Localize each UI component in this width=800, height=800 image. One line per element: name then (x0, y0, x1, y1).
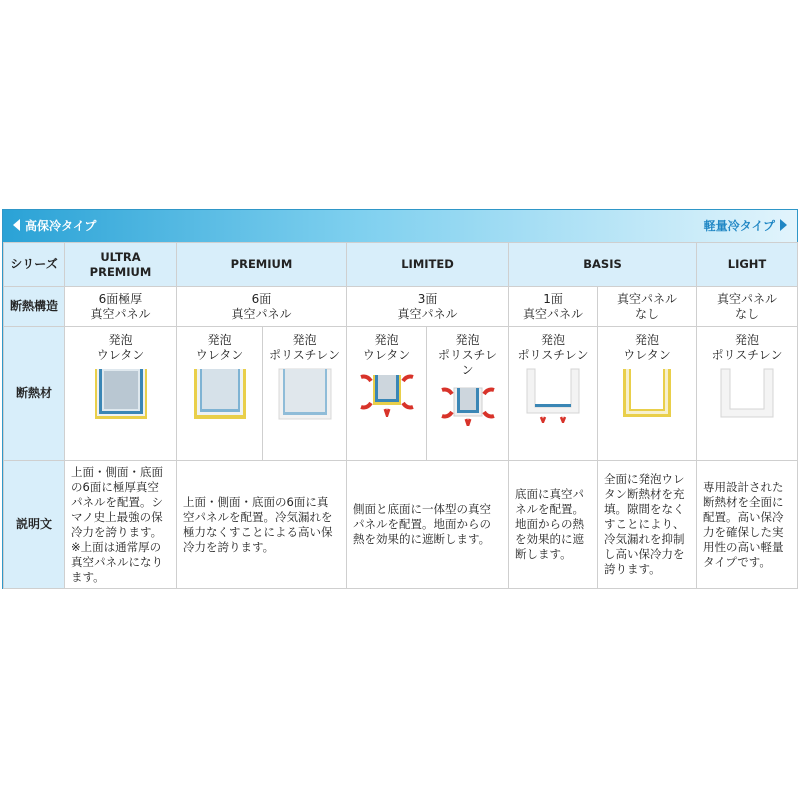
polystyrene-box-icon (275, 367, 335, 423)
description-ultra (65, 461, 177, 589)
text-line: 発泡 (374, 333, 399, 347)
text-line: パネルを配置。シ (71, 494, 163, 509)
urethane-box-icon (190, 367, 250, 423)
material-premium-a (177, 327, 263, 461)
text-line: ウレタン (195, 348, 244, 362)
text-line: ネルを配置。 (515, 502, 585, 516)
structure-row (4, 287, 798, 327)
heat-block-icon-2 (438, 382, 498, 426)
text-line: 真空パネルになり (71, 554, 163, 569)
row-header-structure: 断熱構造 (4, 287, 65, 327)
text-line: 上面・側面・底面の6面に真 (183, 494, 329, 509)
text-line: タイプです。 (703, 554, 771, 569)
material-basis-a (509, 327, 598, 461)
text-line: 填。隙間をなく (604, 502, 685, 516)
structure-ultra (65, 287, 177, 327)
text-line: 3面 (417, 291, 438, 306)
description-light (697, 461, 798, 589)
lightweight-label[interactable] (704, 218, 787, 234)
description-row (4, 461, 798, 589)
description-basis-a (509, 461, 598, 589)
text-line: 冷力を誇ります。 (183, 539, 275, 554)
text-line: ウレタン (623, 348, 671, 362)
text-line: 地面からの熱 (515, 517, 585, 531)
text-line: 真空パネル (523, 306, 584, 321)
bottom-panel-box-icon (521, 367, 585, 423)
text-line: ULTRA (100, 249, 141, 264)
text-line: 冷気漏れを抑制 (604, 532, 685, 546)
text-line: 力を確保した実 (703, 524, 784, 539)
text-line: 用性の高い軽量 (703, 539, 784, 554)
text-line: なし (735, 306, 760, 321)
text-line: マノ史上最強の保 (71, 509, 163, 524)
row-header-material: 断熱材 (4, 327, 65, 461)
text-line: ポリスチレン (711, 348, 783, 362)
series-basis: BASIS (509, 243, 697, 287)
text-line: 1面 (543, 291, 563, 306)
polystyrene-open-box-icon (717, 367, 777, 423)
text-line: 発泡 (735, 333, 760, 347)
structure-basis-a (509, 287, 598, 327)
text-line: 高保冷タイプ (25, 219, 97, 233)
text-line: 発泡 (455, 333, 480, 347)
text-line: 専用設計された (703, 479, 784, 494)
text-line: 真空パネル (717, 291, 778, 306)
text-line: 断します。 (515, 547, 572, 561)
text-line: 発泡 (635, 333, 660, 347)
text-line: 真空パネル (617, 291, 678, 306)
comparison-table (3, 242, 798, 589)
structure-basis-b (598, 287, 697, 327)
text-line: ※上面は通常厚の (71, 539, 162, 554)
text-line: パネルを配置。地面からの (353, 517, 491, 531)
text-line: 誇ります。 (604, 562, 661, 576)
vacuum-box-icon (91, 367, 151, 423)
text-line: 真空パネル (90, 306, 151, 321)
text-line: 極力なくすことによる高い保 (183, 524, 333, 539)
material-row (4, 327, 798, 461)
text-line: 冷力を誇ります。 (71, 524, 163, 539)
text-line: 発泡 (207, 333, 232, 347)
series-ultra-premium (65, 243, 177, 287)
text-line: 発泡 (292, 333, 317, 347)
text-line: すことにより、 (604, 517, 685, 531)
structure-premium (177, 287, 347, 327)
text-line: 空パネルを配置。冷気漏れを (183, 509, 333, 524)
urethane-open-box-icon (619, 367, 675, 423)
material-limited-a (347, 327, 427, 461)
comparison-table-container (2, 209, 798, 589)
text-line: タン断熱材を充 (604, 487, 685, 501)
text-line: 全面に発泡ウレ (604, 472, 685, 486)
material-light (697, 327, 798, 461)
material-ultra (65, 327, 177, 461)
description-basis-b (598, 461, 697, 589)
description-premium (177, 461, 347, 589)
structure-limited (347, 287, 509, 327)
text-line: 真空パネル (397, 306, 458, 321)
text-line: ポリスチレン (269, 348, 340, 362)
text-line: 底面に真空パ (515, 487, 585, 501)
material-basis-b (598, 327, 697, 461)
text-line: 配置。高い保冷 (703, 509, 784, 524)
text-line: なし (635, 306, 660, 321)
text-line: 6面極厚 (98, 291, 143, 306)
row-header-description: 説明文 (4, 461, 65, 589)
text-line: 真空パネル (231, 306, 292, 321)
text-line: し高い保冷力を (604, 547, 685, 561)
row-header-series: シリーズ (4, 243, 65, 287)
series-premium: PREMIUM (177, 243, 347, 287)
structure-light (697, 287, 798, 327)
text-line: 発泡 (541, 333, 566, 347)
text-line: を効果的に遮 (515, 532, 585, 546)
text-line: 側面と底面に一体型の真空 (353, 502, 491, 516)
series-row (4, 243, 798, 287)
arrow-left-icon (13, 219, 20, 231)
text-line: 6面 (251, 291, 272, 306)
text-line: の6面に極厚真空 (71, 479, 159, 494)
material-premium-b (263, 327, 347, 461)
text-line: 熱を効果的に遮断します。 (353, 532, 491, 546)
arrow-right-icon (780, 219, 787, 231)
material-limited-b (427, 327, 509, 461)
text-line: ポリスチレ (437, 348, 498, 362)
text-line: ポリスチレン (517, 348, 589, 362)
text-line: 軽量冷タイプ (703, 219, 775, 233)
text-line: PREMIUM (89, 264, 152, 279)
description-limited (347, 461, 509, 589)
text-line: ウレタン (96, 348, 145, 362)
text-line: ウレタン (362, 348, 411, 362)
type-banner (3, 210, 797, 242)
text-line: 上面・側面・底面 (71, 464, 163, 479)
series-limited: LIMITED (347, 243, 509, 287)
text-line: ます。 (71, 569, 105, 584)
text-line: ン (461, 363, 474, 377)
high-insulation-label[interactable] (13, 218, 96, 234)
series-light: LIGHT (697, 243, 798, 287)
heat-block-icon (357, 367, 417, 417)
text-line: 発泡 (108, 333, 133, 347)
text-line: 断熱材を全面に (703, 494, 784, 509)
